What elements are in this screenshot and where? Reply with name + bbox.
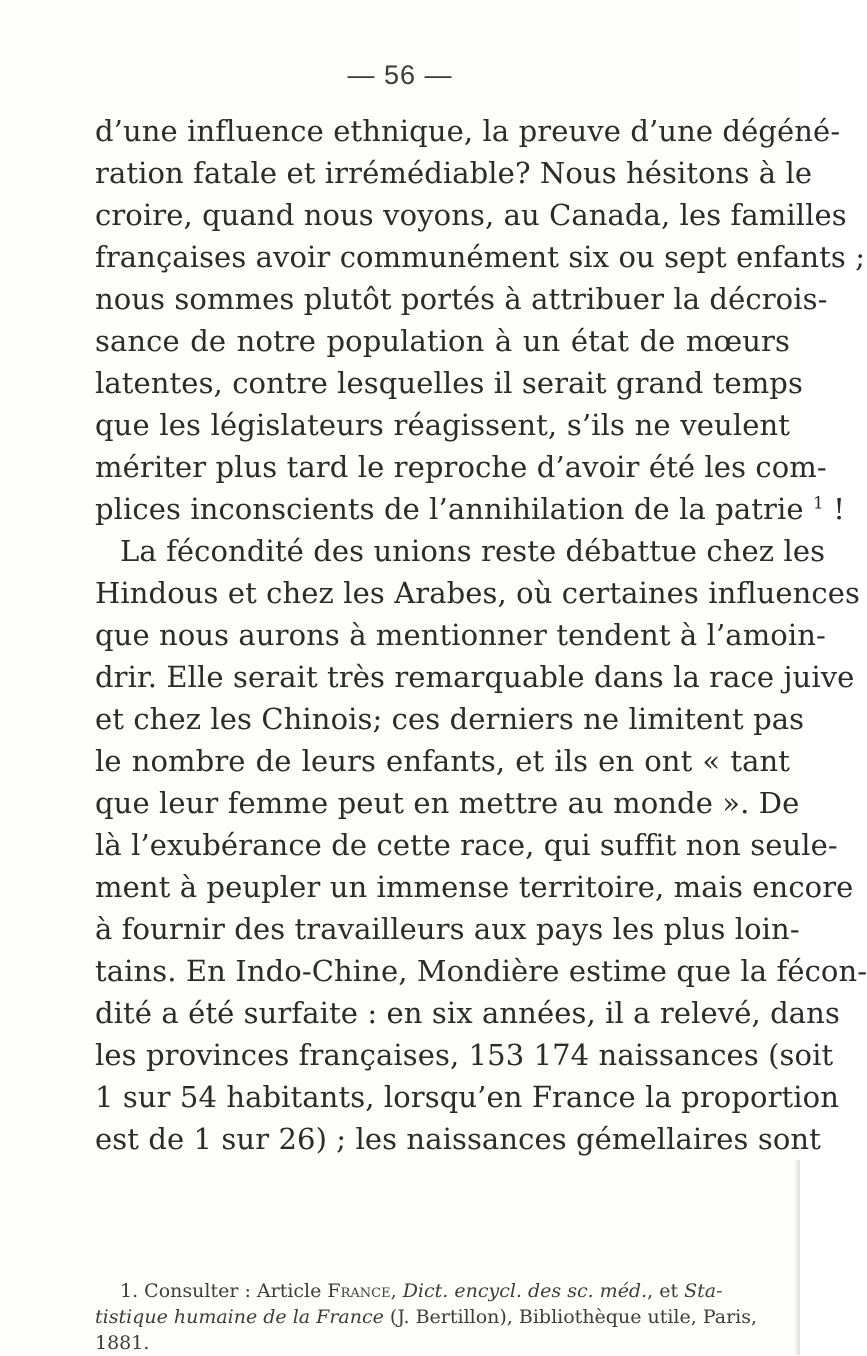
text-line-25: est de 1 sur 26) ; les naissances gémellaires sont [95,1122,821,1156]
text-line-24: 1 sur 54 habitants, lorsqu’en France la proportion [95,1080,840,1114]
footnote-mid: , et [647,1280,685,1302]
exclamation-mark: ! [823,492,845,526]
text-line-4: françaises avoir communément six ou sept enfants ; [95,240,866,274]
text-line-5: nous sommes plutôt portés à attribuer la décrois- [95,282,828,316]
footnote-title-2b: tistique humaine de la France [95,1306,384,1328]
text-line-13: que nous aurons à mentionner tendent à l’amoin- [95,618,826,652]
body-text [95,110,867,1160]
text-line-3: croire, quand nous voyons, au Canada, les familles [95,198,847,232]
footnote-reference: 1 [812,493,824,514]
footnote-line-2 [95,1304,790,1330]
text-line-9: mériter plus tard le reproche d’avoir été les com- [95,450,827,484]
text-line-19: ment à peupler un immense territoire, mais encore [95,870,854,904]
text-line-16: le nombre de leurs enfants, et ils en ont « tant [95,744,790,778]
text-line-1: d’une influence ethnique, la preuve d’une dégéné- [95,114,841,148]
footnote-number: 1. [120,1280,139,1302]
footnote-line-3: 1881. [95,1332,150,1354]
text-line-10-content: plices inconscients de l’annihilation de la patrie [95,492,804,526]
text-line-10 [95,488,845,530]
text-line-11: La fécondité des unions reste débattue chez les [120,534,826,568]
text-line-21: tains. En Indo-Chine, Mondière estime que la fécon- [95,954,867,988]
text-line-15: et chez les Chinois; ces derniers ne limitent pas [95,702,805,736]
footnote-title-2a: Sta- [684,1280,723,1302]
footnote-sep: , [390,1280,403,1302]
text-line-22: dité a été surfaite : en six années, il a relevé, dans [95,996,840,1030]
footnote-line-1 [95,1278,790,1304]
text-line-7: latentes, contre lesquelles il serait grand temps [95,366,803,400]
footnote-author: France [327,1280,391,1302]
text-line-14: drir. Elle serait très remarquable dans la race juive [95,660,855,694]
page-edge-shadow [794,1160,800,1355]
text-line-18: là l’exubérance de cette race, qui suffit non seule- [95,828,838,862]
footnote [95,1278,790,1356]
text-line-12: Hindous et chez les Arabes, où certaines influences [95,576,860,610]
text-line-23: les provinces françaises, 153 174 naissances (soit [95,1038,834,1072]
text-line-6: sance de notre population à un état de mœurs [95,324,790,358]
text-line-8: que les législateurs réagissent, s’ils ne veulent [95,408,790,442]
footnote-title-1: Dict. encycl. des sc. méd. [402,1280,648,1302]
footnote-lead: Consulter : Article [138,1280,328,1302]
page-number: — 56 — [347,60,453,90]
text-line-2: ration fatale et irrémédiable? Nous hésitons à le [95,156,813,190]
footnote-tail: (J. Bertillon), Bibliothèque utile, Paris, [383,1306,758,1328]
text-line-17: que leur femme peut en mettre au monde ». De [95,786,800,820]
text-line-20: à fournir des travailleurs aux pays les plus loin- [95,912,800,946]
